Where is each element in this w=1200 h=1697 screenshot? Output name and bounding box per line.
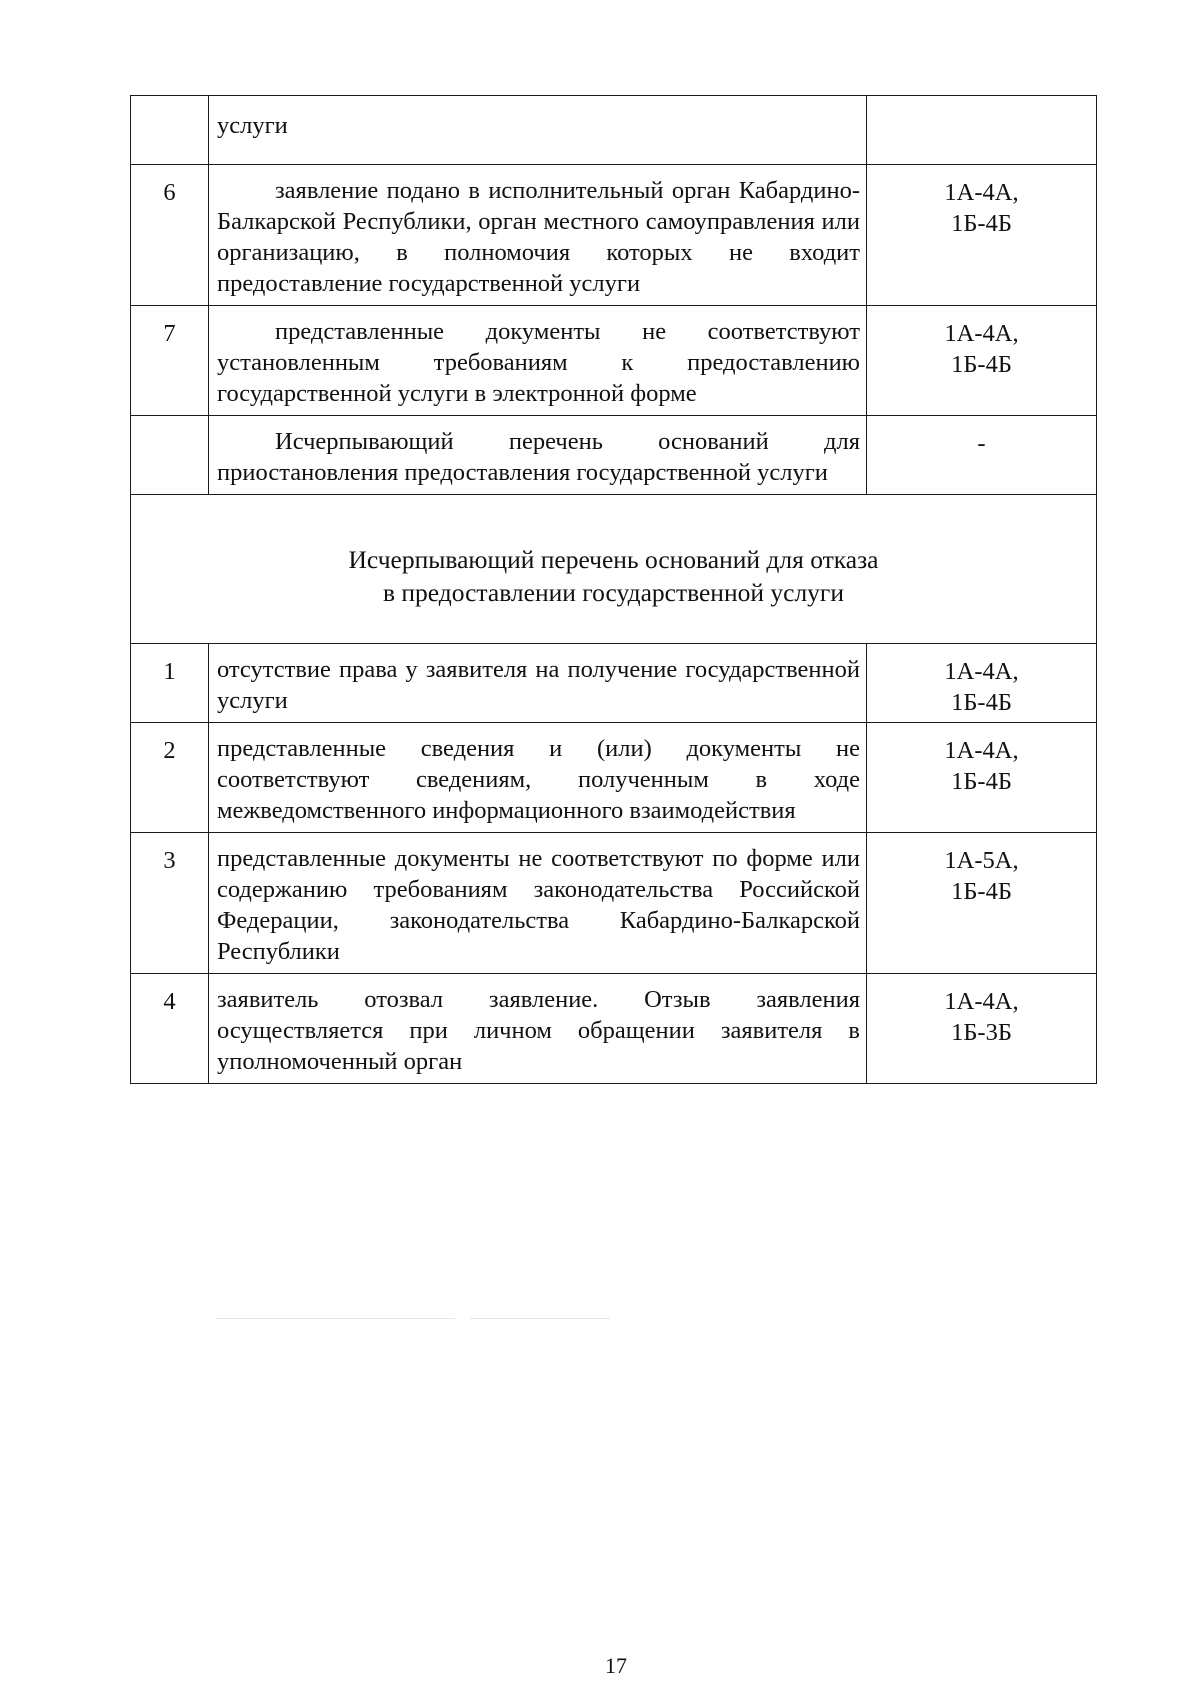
table-row: [131, 723, 1097, 833]
row-text: Исчерпывающий перечень оснований для приостановления предоставления государственной услуги: [217, 428, 860, 486]
section-heading-cell: [131, 495, 1097, 644]
table-row: [131, 416, 1097, 495]
row-code-cell: [867, 723, 1097, 833]
row-code-cell: [867, 644, 1097, 723]
row-number-cell: 3: [131, 833, 209, 974]
row-text-cell: [209, 644, 867, 723]
row-text: заявление подано в исполнительный орган Кабардино-Балкарской Республики, орган местного самоуправления или организацию, в полномочия которых не входит предоставление государственной услуги: [217, 177, 860, 297]
row-code-cell: [867, 833, 1097, 974]
section-heading-row: [131, 495, 1097, 644]
row-text-cell: [209, 833, 867, 974]
table-row: [131, 974, 1097, 1084]
row-number-cell: 6: [131, 165, 209, 306]
row-text-cell: [209, 416, 867, 495]
row-text: представленные документы не соответствуют по форме или содержанию требованиям законодательства Российской Федерации, законодательства Кабардино-Балкарской Республики: [217, 845, 860, 965]
code-line: 1Б-4Б: [951, 351, 1012, 378]
row-number-cell: 1: [131, 644, 209, 723]
table-row: [131, 644, 1097, 723]
row-number-cell: [131, 416, 209, 495]
code-line: 1А-4А,: [944, 320, 1019, 347]
row-text: представленные документы не соответствуют установленным требованиям к предоставлению государственной услуги в электронной форме: [217, 318, 860, 407]
code-line: -: [977, 430, 986, 457]
row-code-cell: [867, 165, 1097, 306]
code-line: 1А-5А,: [944, 847, 1019, 874]
table-row: [131, 165, 1097, 306]
row-number-cell: 4: [131, 974, 209, 1084]
code-line: 1Б-4Б: [951, 210, 1012, 237]
code-line: 1А-4А,: [944, 737, 1019, 764]
row-number-cell: 7: [131, 306, 209, 416]
row-text: представленные сведения и (или) документы не соответствуют сведениям, полученным в ходе межведомственного информационного взаимодействия: [217, 735, 860, 824]
code-line: 1Б-4Б: [951, 768, 1012, 795]
page-number: 17: [605, 1653, 627, 1678]
row-code-cell: [867, 96, 1097, 165]
row-text: отсутствие права у заявителя на получение государственной услуги: [217, 656, 860, 714]
row-code-cell: [867, 974, 1097, 1084]
section-heading-line: Исчерпывающий перечень оснований для отказа: [348, 545, 879, 574]
code-line: 1А-4А,: [944, 988, 1019, 1015]
code-line: 1А-4А,: [944, 179, 1019, 206]
code-line: 1Б-3Б: [951, 1019, 1012, 1046]
row-text-cell: [209, 306, 867, 416]
scan-artifact-line: [215, 1318, 455, 1319]
row-text: услуги: [217, 112, 288, 139]
row-code-cell: [867, 306, 1097, 416]
row-text-cell: [209, 96, 867, 165]
grounds-table: [130, 95, 1097, 1084]
code-line: 1Б-4Б: [951, 689, 1012, 716]
row-text: заявитель отозвал заявление. Отзыв заявления осуществляется при личном обращении заявителя в уполномоченный орган: [217, 986, 860, 1075]
row-text-cell: [209, 723, 867, 833]
row-number-cell: [131, 96, 209, 165]
row-text-cell: [209, 974, 867, 1084]
code-line: 1Б-4Б: [951, 878, 1012, 905]
section-heading: [131, 495, 1096, 609]
table-row: [131, 306, 1097, 416]
code-line: 1А-4А,: [944, 658, 1019, 685]
scan-artifact-line: [470, 1318, 610, 1319]
table-row: [131, 833, 1097, 974]
row-text-cell: [209, 165, 867, 306]
section-heading-line: в предоставлении государственной услуги: [382, 578, 845, 607]
row-code-cell: [867, 416, 1097, 495]
row-number-cell: 2: [131, 723, 209, 833]
table-row: [131, 96, 1097, 165]
